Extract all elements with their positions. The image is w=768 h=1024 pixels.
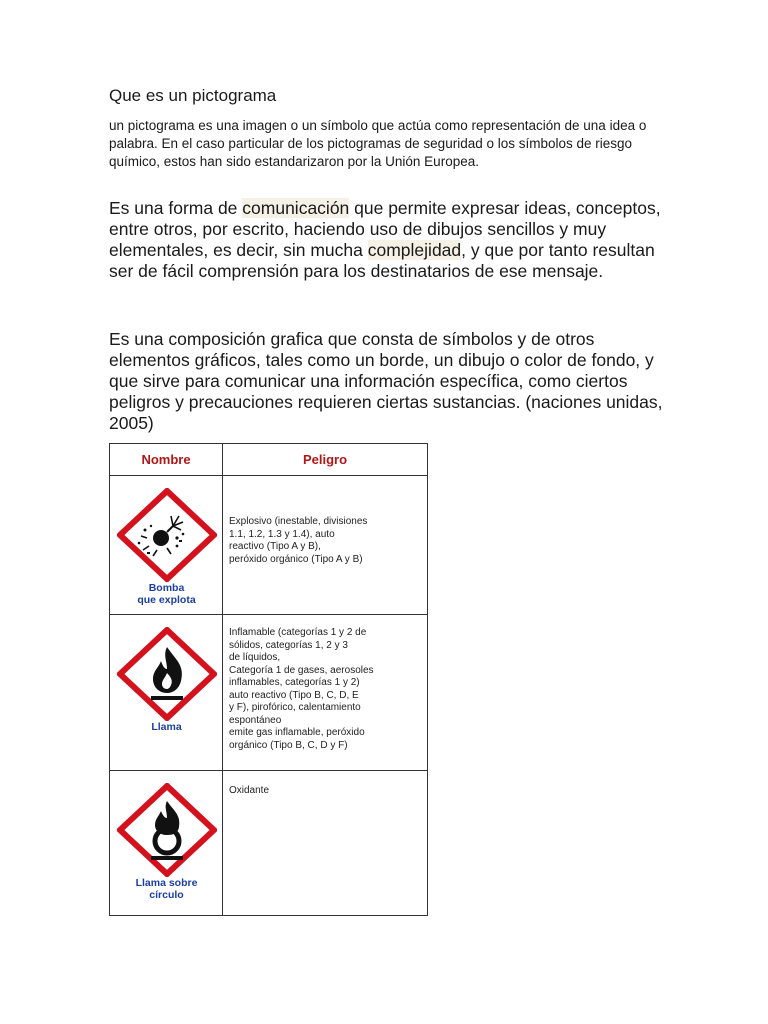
pictogram-name: Llama sobre círculo xyxy=(135,877,198,901)
danger-text: Explosivo (inestable, divisiones 1.1, 1.2, 1.3 y 1.4), auto reactivo (Tipo A y B), peróxido orgánico (Tipo A y B) xyxy=(229,516,368,565)
pictogram-table xyxy=(109,443,428,916)
intro-paragraph: un pictograma es una imagen o un símbolo que actúa como representación de una idea o palabra. En el caso particular de los pictogramas de seguridad o los símbolos de riesgo químico, estos han sido estandarizaron por la Unión Europea. xyxy=(109,118,647,169)
page-title: Que es un pictograma xyxy=(109,86,277,105)
highlight-complejidad: complejidad xyxy=(367,240,462,260)
flame-over-circle-icon xyxy=(117,783,217,877)
table-row xyxy=(110,771,428,916)
danger-cell xyxy=(223,771,428,916)
definition-text-3: , y que por tanto resultan ser de fácil comprensión para los destinatarios de ese mensaje. xyxy=(109,240,655,281)
pictogram-name: Llama xyxy=(151,721,182,733)
highlight-comunicacion: comunicación xyxy=(242,198,350,218)
definition-text-2: que permite expresar ideas, conceptos, entre otros, por escrito, haciendo uso de dibujos sencillos y muy elementales, es decir, sin mucha xyxy=(109,198,661,260)
table-row xyxy=(110,476,428,615)
danger-text: Inflamable (categorías 1 y 2 de sólidos, categorías 1, 2 y 3 de líquidos, Categoría 1 de gases, aerosoles inflamables, categorías 1 y 2) auto reactivo (Tipo B, C, D, E y F), pirofórico, calentamiento espontáneo emite gas inflamable, peróxido orgánico (Tipo B, C, D y F) xyxy=(229,627,374,751)
table-header-row xyxy=(110,444,428,476)
table-row xyxy=(110,615,428,771)
pictogram-cell xyxy=(110,771,223,916)
header-name: Nombre xyxy=(110,444,223,476)
exploding-bomb-icon xyxy=(117,488,217,582)
danger-text: Oxidante xyxy=(229,785,270,796)
composition-paragraph: Es una composición grafica que consta de símbolos y de otros elementos gráficos, tales como un borde, un dibujo o color de fondo, y que sirve para comunicar una información específica, como ciertos peligros y precauciones requieren ciertas sustancias. (naciones unidas, 2005) xyxy=(109,329,663,433)
pictogram-cell xyxy=(110,476,223,615)
header-danger: Peligro xyxy=(223,444,428,476)
definition-paragraph xyxy=(109,198,674,282)
definition-text-1: Es una forma de xyxy=(109,198,243,218)
danger-cell xyxy=(223,476,428,615)
flame-icon xyxy=(117,627,217,721)
pictogram-name: Bomba que explota xyxy=(137,582,196,606)
danger-cell xyxy=(223,615,428,771)
pictogram-cell xyxy=(110,615,223,771)
